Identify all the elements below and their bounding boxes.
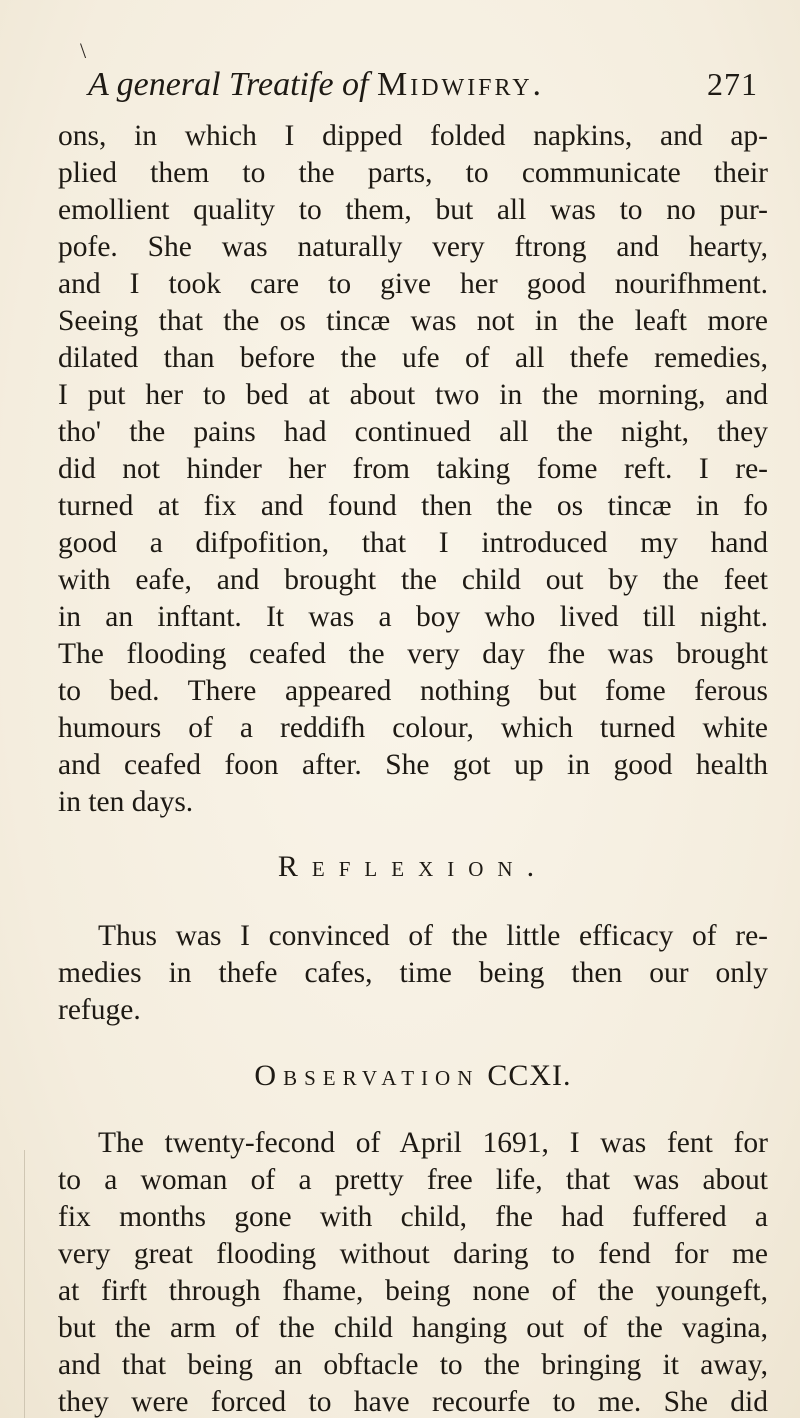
running-title-italic: A general Treatife of: [88, 66, 377, 103]
running-title-caps: Midwifry.: [376, 66, 545, 103]
gutter-shadow: [24, 1150, 25, 1418]
text-line: medies in thefe cafes, time being then our only: [58, 957, 768, 989]
text-line: turned at fix and found then the os tincæ in fo: [58, 490, 768, 522]
text-line: and I took care to give her good nourifhment.: [58, 268, 768, 300]
observation-number: CCXI.: [487, 1059, 572, 1092]
text-line: at firft through fhame, being none of the youngeft,: [58, 1275, 768, 1307]
text-line: Thus was I convinced of the little efficacy of re-: [98, 920, 768, 952]
text-line: but the arm of the child hanging out of the vagina,: [58, 1312, 768, 1344]
text-line: fix months gone with child, fhe had fuffered a: [58, 1201, 768, 1233]
text-line: in an inftant. It was a boy who lived till night.: [58, 601, 768, 633]
text-line: and ceafed foon after. She got up in good health: [58, 749, 768, 781]
text-line: good a difpofition, that I introduced my hand: [58, 527, 768, 559]
stray-mark: \: [80, 38, 87, 63]
page-number: 271: [707, 66, 758, 102]
text-line: Seeing that the os tincæ was not in the leaft more: [58, 305, 768, 337]
text-line: plied them to the parts, to communicate their: [58, 157, 768, 189]
running-header: [48, 66, 768, 110]
text-line: with eafe, and brought the child out by the feet: [58, 564, 768, 596]
text-line: humours of a reddifh colour, which turned white: [58, 712, 768, 744]
text-line: I put her to bed at about two in the morning, and: [58, 379, 768, 411]
text-line: dilated than before the ufe of all thefe remedies,: [58, 342, 768, 374]
text-line: emollient quality to them, but all was to no pur-: [58, 194, 768, 226]
text-line: ons, in which I dipped folded napkins, and ap-: [58, 120, 768, 152]
text-line: they were forced to have recourfe to me. She did: [58, 1386, 768, 1418]
text-line: did not hinder her from taking fome reft. I re-: [58, 453, 768, 485]
text-line: pofe. She was naturally very ftrong and hearty,: [58, 231, 768, 263]
text-line: and that being an obftacle to the bringing it away,: [58, 1349, 768, 1381]
reflexion-heading: Reflexion.: [277, 850, 549, 883]
text-line: to a woman of a pretty free life, that was about: [58, 1164, 768, 1196]
text-line: in ten days.: [58, 786, 194, 818]
section-heading: [58, 1056, 768, 1096]
text-line: refuge.: [58, 994, 141, 1026]
text-line: The twenty-fecond of April 1691, I was fent for: [98, 1127, 768, 1159]
section-heading: [58, 847, 768, 887]
running-title: [88, 66, 544, 104]
text-line: tho' the pains had continued all the night, they: [58, 416, 768, 448]
observation-label: Observation: [254, 1059, 480, 1092]
text-line: The flooding ceafed the very day fhe was brought: [58, 638, 768, 670]
text-line: very great flooding without daring to fend for me: [58, 1238, 768, 1270]
text-line: to bed. There appeared nothing but fome ferous: [58, 675, 768, 707]
